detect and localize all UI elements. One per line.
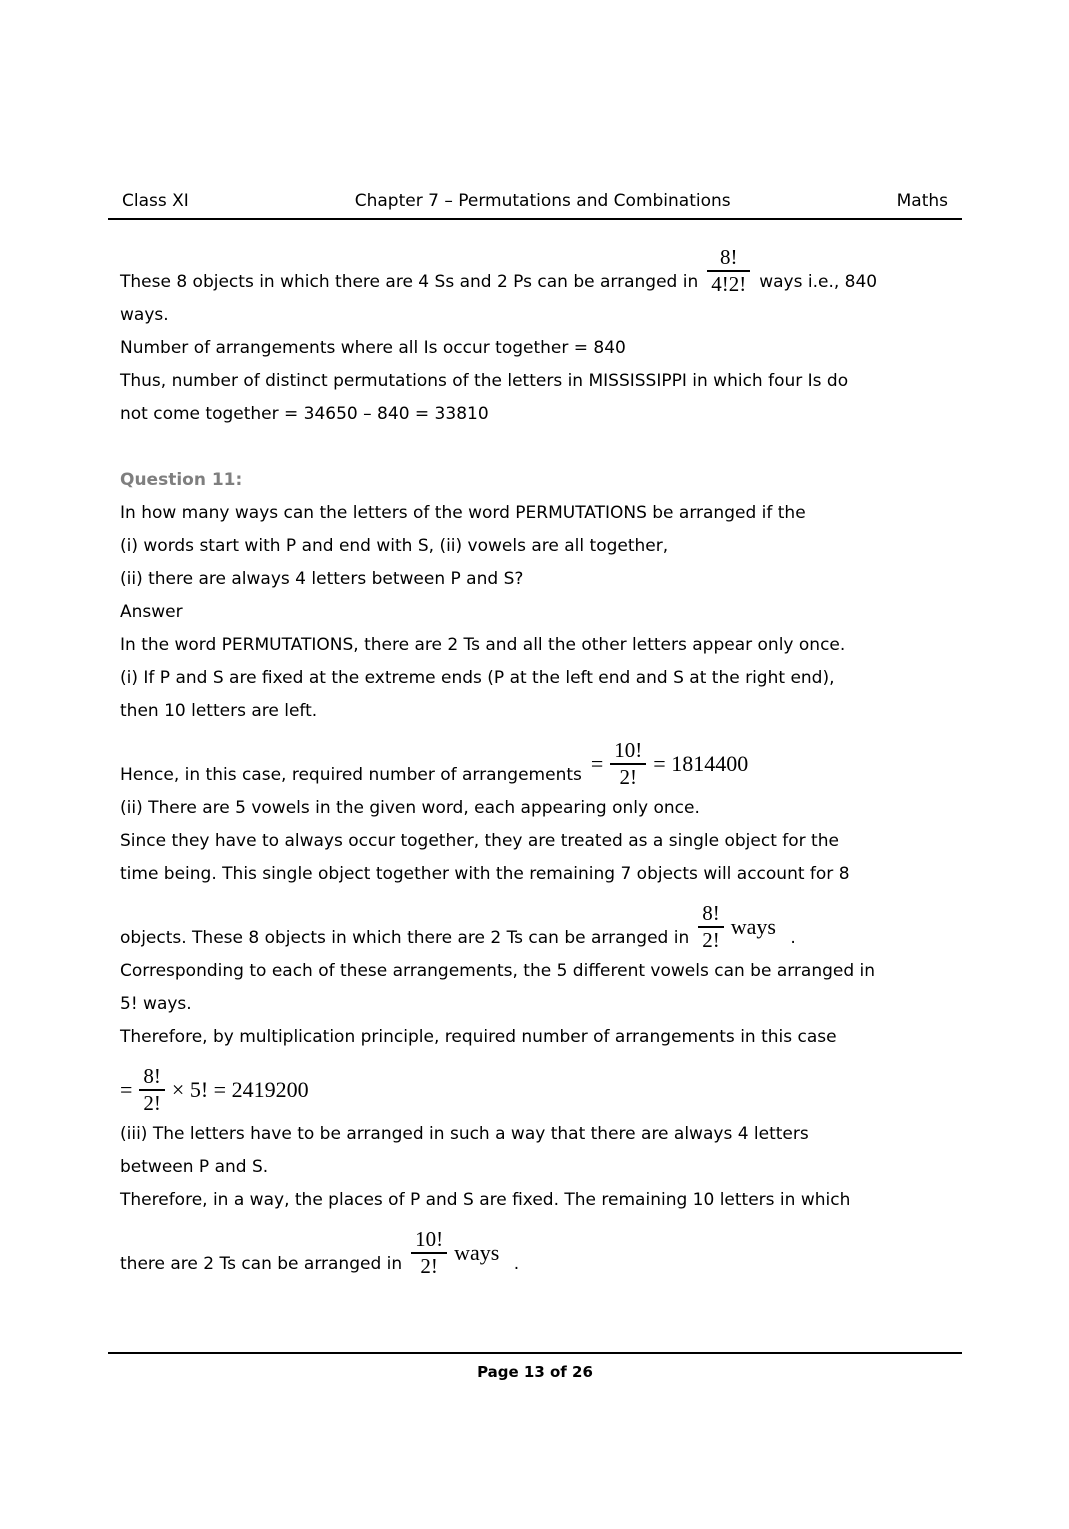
text-run: not come together = 34650 – 840 = 33810 (120, 404, 489, 424)
document-line (120, 955, 956, 988)
document-line (120, 728, 956, 792)
fraction-numerator: 10! (614, 738, 643, 762)
document-line (120, 299, 956, 332)
fraction-denominator: 2! (702, 928, 720, 952)
document-line (120, 365, 956, 398)
fraction-denominator: 2! (143, 1091, 161, 1115)
document-line (120, 596, 956, 629)
text-run: Question 11: (120, 470, 243, 490)
fraction-denominator: 2! (420, 1254, 438, 1278)
text-run: there are 2 Ts can be arranged in (120, 1254, 403, 1274)
document-body (120, 235, 956, 1281)
text-run: 5! ways. (120, 994, 192, 1014)
fraction (707, 245, 750, 297)
fraction-denominator: 4!2! (711, 272, 747, 296)
math-formula (707, 245, 750, 297)
text-run: (i) If P and S are fixed at the extreme ends (P at the left end and S at the right end), (120, 668, 835, 688)
document-line (120, 1118, 956, 1151)
text-run: (i) words start with P and end with S, (ii) vowels are all together, (120, 536, 669, 556)
document-line (120, 629, 956, 662)
fraction-denominator: 2! (619, 765, 638, 789)
fraction-numerator: 8! (719, 245, 738, 269)
text-run: These 8 objects in which there are 4 Ss and 2 Ps can be arranged in (120, 272, 699, 292)
page-header (108, 191, 962, 220)
document-line (120, 695, 956, 728)
text-run: objects. These 8 objects in which there are 2 Ts can be arranged in (120, 928, 690, 948)
document-line (120, 1151, 956, 1184)
document-line (120, 988, 956, 1021)
text-run: . (784, 928, 796, 948)
math-formula (411, 1227, 499, 1279)
document-line (120, 662, 956, 695)
text-run: (iii) The letters have to be arranged in such a way that there are always 4 letters (120, 1124, 809, 1144)
header-chapter-title: Chapter 7 – Permutations and Combinations (354, 191, 731, 211)
document-line (120, 1184, 956, 1217)
fraction-numerator: 8! (702, 901, 720, 925)
page-footer (108, 1352, 962, 1381)
fraction (139, 1064, 165, 1116)
document-line (120, 332, 956, 365)
text-run: . (508, 1254, 520, 1274)
document-line (120, 563, 956, 596)
text-run: then 10 letters are left. (120, 701, 318, 721)
document-line (120, 858, 956, 891)
header-subject-label: Maths (896, 191, 948, 211)
document-line (120, 398, 956, 431)
text-run: (ii) There are 5 vowels in the given word, each appearing only once. (120, 798, 700, 818)
document-line (120, 1054, 956, 1118)
document-line (120, 1217, 956, 1281)
text-run: Hence, in this case, required number of arrangements (120, 765, 582, 785)
fraction (698, 901, 724, 953)
fraction (610, 738, 646, 790)
equals-sign: = (590, 751, 604, 776)
equals-sign: = (120, 1077, 133, 1102)
document-line (120, 891, 956, 955)
text-run: Number of arrangements where all Is occur together = 840 (120, 338, 626, 358)
text-run: (ii) there are always 4 letters between P and S? (120, 569, 524, 589)
document-line (120, 792, 956, 825)
page-number: Page 13 of 26 (477, 1363, 593, 1381)
math-formula (120, 1064, 309, 1116)
text-run: ways. (120, 305, 169, 325)
text-run: Thus, number of distinct permutations of the letters in MISSISSIPPI in which four Is do (120, 371, 849, 391)
text-run: Answer (120, 602, 183, 622)
text-run: Since they have to always occur together, they are treated as a single object for the (120, 831, 839, 851)
fraction-numerator: 8! (143, 1064, 161, 1088)
document-line (120, 530, 956, 563)
text-run: Therefore, by multiplication principle, required number of arrangements in this case (120, 1027, 837, 1047)
fraction (411, 1227, 447, 1279)
text-run: between P and S. (120, 1157, 269, 1177)
document-line (120, 235, 956, 299)
math-expression: ways (454, 1240, 500, 1265)
math-expression: ways (730, 914, 776, 939)
header-class-label: Class XI (122, 191, 189, 211)
fraction-numerator: 10! (415, 1227, 444, 1251)
text-run: Corresponding to each of these arrangements, the 5 different vowels can be arranged in (120, 961, 876, 981)
text-run: time being. This single object together with the remaining 7 objects will account for 8 (120, 864, 850, 884)
text-run: Therefore, in a way, the places of P and S are fixed. The remaining 10 letters in which (120, 1190, 851, 1210)
document-line (120, 825, 956, 858)
text-run: ways i.e., 840 (759, 272, 878, 292)
math-expression: = 1814400 (653, 751, 749, 776)
text-run: In the word PERMUTATIONS, there are 2 Ts and all the other letters appear only once. (120, 635, 846, 655)
question-heading (120, 464, 956, 497)
math-formula (591, 738, 748, 790)
document-line (120, 1021, 956, 1054)
text-run: In how many ways can the letters of the word PERMUTATIONS be arranged if the (120, 503, 806, 523)
math-formula (698, 901, 776, 953)
document-line (120, 497, 956, 530)
math-expression: × 5! = 2419200 (171, 1077, 309, 1102)
